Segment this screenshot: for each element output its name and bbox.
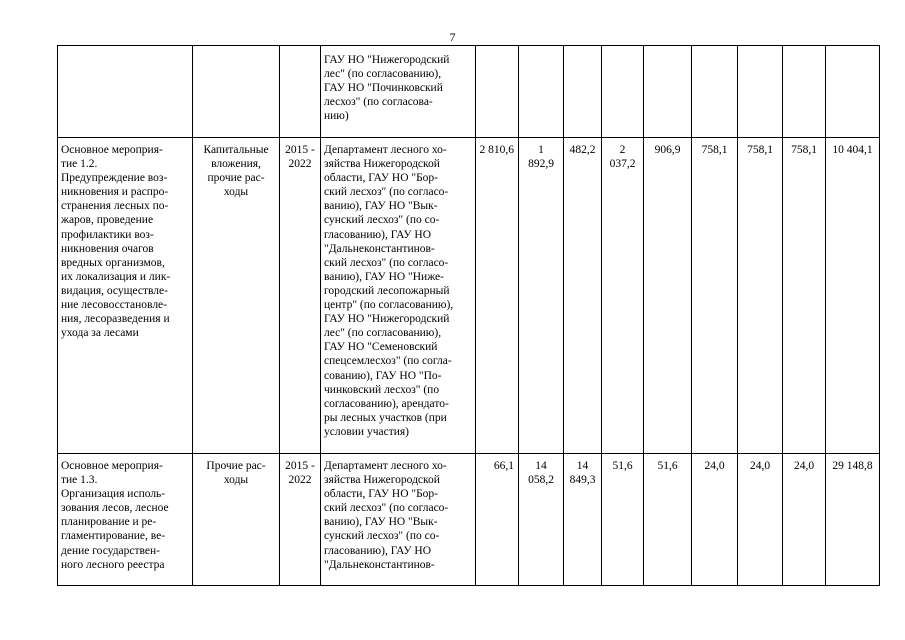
- period-cell: 2015 - 2022: [280, 454, 321, 586]
- executors-cell: ГАУ НО "Нижегородский лес" (по согласованию), ГАУ НО "Починковский лесхоз" (по согласова- нию): [321, 46, 476, 138]
- value-cell-2016: 1 892,9: [519, 138, 564, 454]
- executors-cell: Департамент лесного хо- зяйства Нижегородской области, ГАУ НО "Бор- ский лесхоз" (по согласо- ванию), ГАУ НО "Вык- сунский лесхоз" (по со- гласованию), ГАУ НО "Дальнеконстантинов-: [321, 454, 476, 586]
- value-cell-2017: [564, 46, 602, 138]
- value-cell-2019: 51,6: [644, 454, 692, 586]
- value-cell-2017: 14 849,3: [564, 454, 602, 586]
- value-cell-2018: 2 037,2: [602, 138, 644, 454]
- value-cell-2020: [692, 46, 738, 138]
- value-cell-2021: 24,0: [738, 454, 783, 586]
- value-cell-2016: 14 058,2: [519, 454, 564, 586]
- activity-description-cell: Основное мероприя- тие 1.3. Организация исполь- зования лесов, лесное планирование и ре- гламентирование, ве- дение государствен- ного лесного реестра: [58, 454, 193, 586]
- page-number: 7: [449, 30, 456, 44]
- expense-type-cell: Прочие рас- ходы: [193, 454, 280, 586]
- table-row: [58, 138, 880, 454]
- value-cell-2018: 51,6: [602, 454, 644, 586]
- value-cell-total: 10 404,1: [826, 138, 880, 454]
- expense-type-cell: [193, 46, 280, 138]
- value-cell-2017: 482,2: [564, 138, 602, 454]
- value-cell-2020: 24,0: [692, 454, 738, 586]
- period-cell: [280, 46, 321, 138]
- value-cell-2015: 2 810,6: [476, 138, 519, 454]
- value-cell-2021: [738, 46, 783, 138]
- value-cell-2020: 758,1: [692, 138, 738, 454]
- value-cell-2021: 758,1: [738, 138, 783, 454]
- value-cell-2022: [783, 46, 826, 138]
- program-activities-table: [57, 45, 880, 586]
- value-cell-2019: [644, 46, 692, 138]
- value-cell-2015: 66,1: [476, 454, 519, 586]
- table-row: [58, 454, 880, 586]
- expense-type-cell: Капитальные вложения, прочие рас- ходы: [193, 138, 280, 454]
- value-cell-total: 29 148,8: [826, 454, 880, 586]
- value-cell-total: [826, 46, 880, 138]
- table-row: [58, 46, 880, 138]
- value-cell-2015: [476, 46, 519, 138]
- activity-description-cell: Основное мероприя- тие 1.2. Предупреждение воз- никновения и распро- странения лесных по- жаров, проведение профилактики воз- никновения очагов вредных организмов, их локализация и лик- видация, осуществле- ние лесовосстановле- ния, лесоразведения и ухода за лесами: [58, 138, 193, 454]
- executors-cell: Департамент лесного хо- зяйства Нижегородской области, ГАУ НО "Бор- ский лесхоз" (по согласо- ванию), ГАУ НО "Вык- сунский лесхоз" (по со- гласованию), ГАУ НО "Дальнеконстантинов- ский лесхоз" (по согласо- ванию), ГАУ НО "Ниже- городский лесопожарный центр" (по согласованию), ГАУ НО "Нижегородский лес" (по согласованию), ГАУ НО "Семеновский спецсемлесхоз" (по согла- сованию), ГАУ НО "По- чинковский лесхоз" (по согласованию), арендато- ры лесных участков (при условии участия): [321, 138, 476, 454]
- value-cell-2019: 906,9: [644, 138, 692, 454]
- value-cell-2022: 758,1: [783, 138, 826, 454]
- period-cell: 2015 - 2022: [280, 138, 321, 454]
- value-cell-2016: [519, 46, 564, 138]
- activity-description-cell: [58, 46, 193, 138]
- value-cell-2018: [602, 46, 644, 138]
- value-cell-2022: 24,0: [783, 454, 826, 586]
